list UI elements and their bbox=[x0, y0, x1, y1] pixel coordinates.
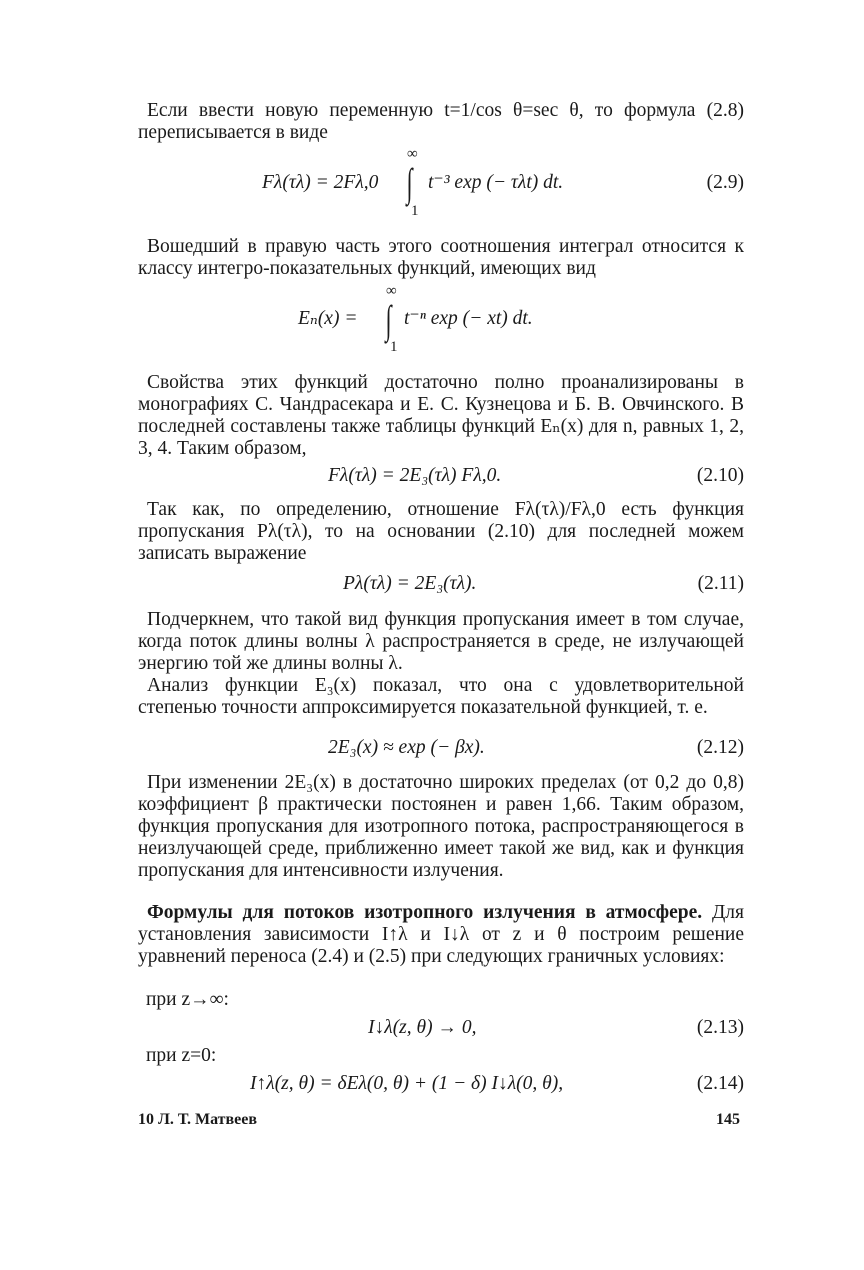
paragraph-3: Свойства этих функций достаточно полно проанализированы в монографиях С. Чандрасекара и Е. С. Кузнецова и Б. В. Овчинского. В последней составлены также таблицы функций Eₙ(x) для n, равных 1, 2, 3, 4. Таким образом, bbox=[138, 372, 744, 459]
paragraph-8 bbox=[138, 902, 744, 968]
paragraph-6: Анализ функции E₃(x) показал, что она с удовлетворительной степенью точности аппроксимируется показательной функцией, т. е. bbox=[138, 675, 744, 718]
eq-2-12-body: 2E₃(x) ≈ exp (− βx). bbox=[328, 737, 485, 758]
paragraph-7: При изменении 2E₃(x) в достаточно широких пределах (от 0,2 до 0,8) коэффициент β практически постоянен и равен 1,66. Таким образом, функция пропускания для изотропного потока, распространяющегося в неизлучающей среде, приближенно имеет такой же вид, как и функция пропускания для интенсивности излучения. bbox=[138, 772, 744, 881]
eq-2-12-number: (2.12) bbox=[696, 737, 744, 758]
integral-sign-icon: ∫ bbox=[406, 160, 413, 205]
eq-2-10-number: (2.10) bbox=[696, 465, 744, 486]
eq-2-9-integrand: t⁻³ exp (− τλt) dt. bbox=[428, 172, 564, 193]
eq-2-9-lhs: Fλ(τλ) = 2Fλ,0 bbox=[262, 172, 379, 193]
page-number: 145 bbox=[716, 1111, 740, 1128]
eq-2-14-body: I↑λ(z, θ) = δEλ(0, θ) + (1 − δ) I↓λ(0, θ), bbox=[250, 1073, 564, 1094]
eq-2-10-body: Fλ(τλ) = 2E₃(τλ) Fλ,0. bbox=[328, 465, 502, 486]
eq-2-13-number: (2.13) bbox=[696, 1017, 744, 1038]
eq-2-11-body: Pλ(τλ) = 2E₃(τλ). bbox=[343, 573, 477, 594]
paragraph-2: Вошедший в правую часть этого соотношения интеграл относится к классу интегро-показательных функций, имеющих вид bbox=[138, 236, 744, 279]
eq-en-lower-limit: 1 bbox=[390, 339, 398, 355]
section-heading: Формулы для потоков изотропного излучения в атмосфере. bbox=[147, 902, 703, 923]
eq-en-upper-limit: ∞ bbox=[386, 283, 397, 299]
eq-2-9-number: (2.9) bbox=[706, 172, 744, 193]
footer-signature: 10 Л. Т. Матвеев bbox=[138, 1111, 258, 1128]
condition-z-zero: при z=0: bbox=[146, 1045, 217, 1066]
eq-2-11-number: (2.11) bbox=[697, 573, 744, 594]
paragraph-1: Если ввести новую переменную t=1/cos θ=sec θ, то формула (2.8) переписывается в виде bbox=[138, 100, 744, 143]
paragraph-4: Так как, по определению, отношение Fλ(τλ)/Fλ,0 есть функция пропускания Pλ(τλ), то на основании (2.10) для последней можем записать выражение bbox=[138, 499, 744, 564]
eq-2-9-lower-limit: 1 bbox=[411, 203, 419, 219]
condition-z-infinity: при z→∞: bbox=[146, 989, 229, 1010]
eq-2-13-body: I↓λ(z, θ) → 0, bbox=[368, 1017, 477, 1038]
eq-2-9-upper-limit: ∞ bbox=[407, 146, 418, 162]
integral-sign-icon: ∫ bbox=[385, 297, 392, 342]
paragraph-5: Подчеркнем, что такой вид функция пропускания имеет в том случае, когда поток длины волны λ распространяется в среде, не излучающей энергию той же длины волны λ. bbox=[138, 609, 744, 674]
eq-2-14-number: (2.14) bbox=[696, 1073, 744, 1094]
eq-en-lhs: Eₙ(x) = bbox=[298, 308, 358, 329]
paragraph-8-body: Для установления зависимости I↑λ и I↓λ от z и θ построим решение уравнений переноса (2.4) и (2.5) при следующих граничных условиях: bbox=[138, 902, 745, 967]
eq-en-integrand: t⁻ⁿ exp (− xt) dt. bbox=[404, 308, 533, 329]
